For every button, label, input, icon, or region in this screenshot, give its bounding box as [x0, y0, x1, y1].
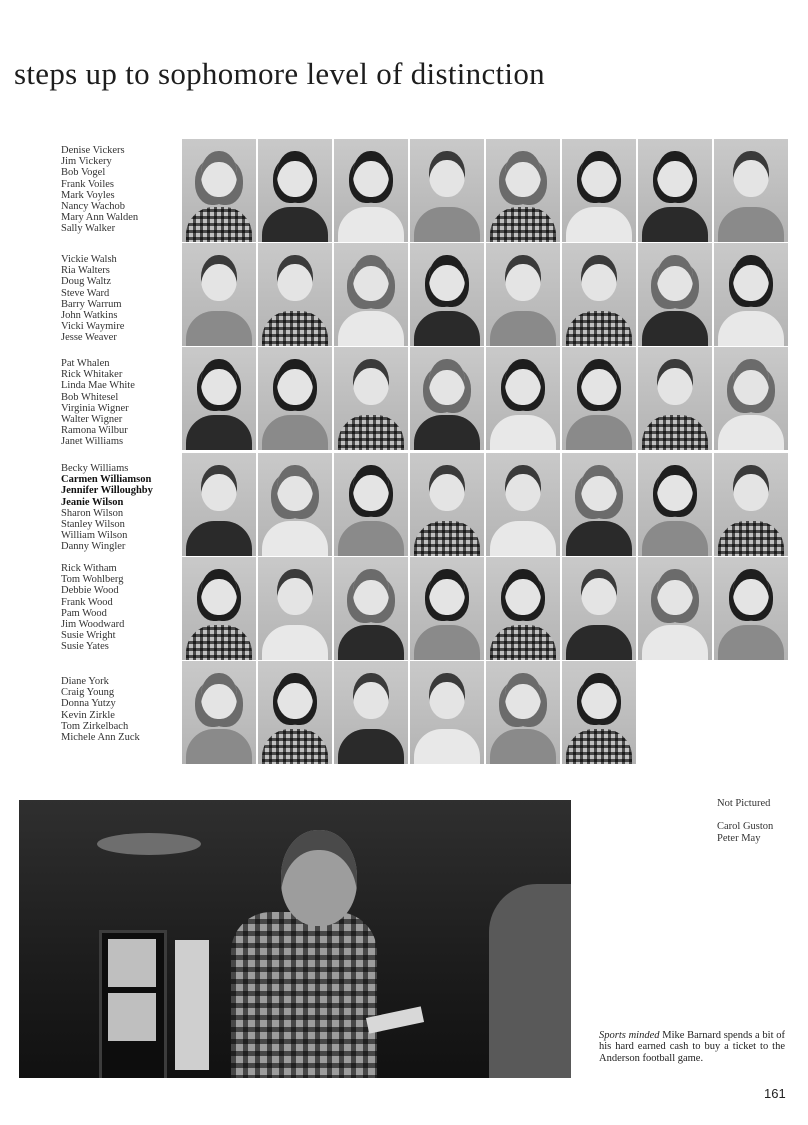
student-portrait — [562, 243, 636, 346]
portrait-face — [429, 569, 465, 615]
student-name: Mark Voyles — [61, 189, 115, 201]
portrait-face — [657, 255, 693, 301]
portrait-face — [733, 359, 769, 405]
student-name: John Watkins — [61, 310, 118, 322]
portrait-shoulders — [262, 521, 328, 556]
student-portrait — [486, 243, 560, 346]
student-name: Michele Ann Zuck — [61, 732, 140, 744]
portrait-face — [277, 465, 313, 511]
photo-caption — [599, 1030, 785, 1064]
portrait-face — [657, 151, 693, 197]
student-portrait — [410, 661, 484, 764]
caption-lead: Sports minded — [599, 1030, 660, 1041]
portrait-shoulders — [414, 311, 480, 346]
student-name: Ria Walters — [61, 265, 110, 277]
student-portrait — [486, 557, 560, 660]
portrait-face — [429, 465, 465, 511]
portrait-shoulders — [718, 625, 784, 660]
student-name: Doug Waltz — [61, 276, 111, 288]
portrait-shoulders — [490, 207, 556, 242]
portrait-face — [353, 151, 389, 197]
name-list-row-6 — [61, 676, 140, 743]
portrait-shoulders — [642, 415, 708, 450]
student-name: Rick Whitaker — [61, 369, 123, 381]
portrait-face — [277, 569, 313, 615]
portrait-face — [733, 569, 769, 615]
portrait-shoulders — [490, 415, 556, 450]
portrait-face — [657, 465, 693, 511]
portrait-shoulders — [718, 521, 784, 556]
name-list-row-4 — [61, 463, 153, 553]
portrait-shoulders — [338, 625, 404, 660]
portrait-shoulders — [414, 415, 480, 450]
student-portrait — [638, 347, 712, 450]
portrait-shoulders — [642, 207, 708, 242]
portrait-shoulders — [262, 625, 328, 660]
portrait-face — [201, 569, 237, 615]
portrait-shoulders — [490, 729, 556, 764]
student-name: Jennifer Willoughby — [61, 485, 153, 497]
student-portrait — [410, 243, 484, 346]
student-name: Barry Warrum — [61, 298, 122, 310]
portrait-shoulders — [718, 415, 784, 450]
portrait-shoulders — [566, 625, 632, 660]
student-name: Frank Wood — [61, 596, 113, 608]
student-name: Bob Vogel — [61, 167, 106, 179]
student-name: Jim Woodward — [61, 619, 125, 631]
portrait-shoulders — [566, 729, 632, 764]
portrait-shoulders — [566, 521, 632, 556]
portrait-face — [277, 255, 313, 301]
portrait-shoulders — [262, 311, 328, 346]
portrait-shoulders — [490, 625, 556, 660]
student-name: Jeanie Wilson — [61, 496, 124, 508]
student-name: William Wilson — [61, 530, 128, 542]
portrait-shoulders — [718, 207, 784, 242]
background-figure — [489, 884, 571, 1078]
student-name: Janet Williams — [61, 436, 124, 448]
student-portrait — [638, 453, 712, 556]
student-portrait — [182, 557, 256, 660]
student-name: Debbie Wood — [61, 585, 119, 597]
student-name: Stanley Wilson — [61, 519, 125, 531]
student-portrait — [714, 453, 788, 556]
candid-photo — [19, 800, 571, 1078]
portrait-face — [505, 673, 541, 719]
student-portrait — [638, 243, 712, 346]
student-name: Jim Vickery — [61, 156, 112, 168]
student-portrait — [486, 139, 560, 242]
student-name: Denise Vickers — [61, 145, 125, 156]
student-portrait — [334, 139, 408, 242]
student-portrait — [714, 243, 788, 346]
ceiling-lamp — [97, 833, 201, 855]
student-name: Tom Zirkelbach — [61, 720, 129, 732]
portrait-shoulders — [718, 311, 784, 346]
student-portrait — [486, 347, 560, 450]
portrait-face — [733, 255, 769, 301]
portrait-face — [201, 465, 237, 511]
portrait-shoulders — [566, 207, 632, 242]
name-list-row-2 — [61, 254, 124, 344]
student-name: Tom Wohlberg — [61, 574, 124, 586]
student-portrait — [410, 139, 484, 242]
portrait-face — [581, 255, 617, 301]
portrait-shoulders — [262, 729, 328, 764]
student-portrait — [258, 557, 332, 660]
caption-text: Mike Barnard spends a bit of his hard earned cash to buy a ticket to the Anderson football game. — [599, 1030, 786, 1064]
student-portrait — [182, 347, 256, 450]
portrait-face — [277, 359, 313, 405]
portrait-face — [353, 359, 389, 405]
portrait-shoulders — [186, 729, 252, 764]
portrait-face — [277, 151, 313, 197]
portrait-shoulders — [338, 311, 404, 346]
portrait-face — [429, 673, 465, 719]
portrait-face — [505, 359, 541, 405]
portrait-face — [581, 359, 617, 405]
portrait-face — [201, 673, 237, 719]
portrait-face — [505, 151, 541, 197]
student-portrait — [334, 661, 408, 764]
student-portrait — [182, 139, 256, 242]
student-name: Bob Whitesel — [61, 391, 119, 403]
portrait-shoulders — [566, 415, 632, 450]
door-pane — [108, 939, 156, 987]
not-pictured-name: Carol Guston — [717, 821, 774, 832]
student-portrait — [562, 453, 636, 556]
portrait-face — [353, 673, 389, 719]
student-portrait — [258, 139, 332, 242]
student-portrait — [486, 453, 560, 556]
portrait-shoulders — [262, 207, 328, 242]
portrait-face — [581, 151, 617, 197]
portrait-shoulders — [566, 311, 632, 346]
student-name: Becky Williams — [61, 463, 129, 474]
student-portrait — [486, 661, 560, 764]
student-portrait — [258, 347, 332, 450]
boy-head — [281, 830, 357, 926]
student-portrait — [410, 453, 484, 556]
portrait-face — [201, 359, 237, 405]
student-portrait — [258, 661, 332, 764]
not-pictured-name: Peter May — [717, 833, 761, 844]
portrait-shoulders — [338, 207, 404, 242]
student-name: Linda Mae White — [61, 380, 135, 392]
portrait-face — [201, 255, 237, 301]
portrait-face — [581, 465, 617, 511]
not-pictured-block — [717, 798, 773, 845]
student-name: Danny Wingler — [61, 541, 126, 553]
student-name: Steve Ward — [61, 287, 110, 299]
portrait-shoulders — [642, 311, 708, 346]
student-name: Mary Ann Walden — [61, 212, 139, 224]
student-name: Walter Wigner — [61, 414, 123, 426]
portrait-shoulders — [186, 207, 252, 242]
portrait-shoulders — [642, 625, 708, 660]
portrait-shoulders — [490, 521, 556, 556]
student-name: Pat Whalen — [61, 358, 110, 369]
portrait-face — [581, 673, 617, 719]
portrait-face — [429, 359, 465, 405]
portrait-face — [429, 151, 465, 197]
portrait-face — [353, 569, 389, 615]
portrait-face — [353, 465, 389, 511]
student-name: Jesse Weaver — [61, 332, 117, 344]
student-name: Donna Yutzy — [61, 698, 116, 710]
portrait-face — [505, 255, 541, 301]
student-name: Rick Witham — [61, 563, 117, 574]
student-portrait — [334, 243, 408, 346]
student-portrait — [638, 139, 712, 242]
student-portrait — [562, 661, 636, 764]
student-portrait — [410, 557, 484, 660]
student-name: Nancy Wachob — [61, 201, 125, 213]
student-name: Sharon Wilson — [61, 507, 124, 519]
portrait-face — [505, 465, 541, 511]
name-list-row-5 — [61, 563, 124, 653]
student-name: Susie Wright — [61, 630, 116, 642]
student-portrait — [638, 557, 712, 660]
portrait-shoulders — [338, 729, 404, 764]
student-portrait — [562, 557, 636, 660]
student-portrait — [258, 243, 332, 346]
portrait-face — [429, 255, 465, 301]
student-portrait — [714, 557, 788, 660]
portrait-shoulders — [186, 625, 252, 660]
student-name: Sally Walker — [61, 223, 116, 235]
portrait-face — [581, 569, 617, 615]
portrait-face — [505, 569, 541, 615]
portrait-face — [201, 151, 237, 197]
portrait-shoulders — [490, 311, 556, 346]
student-name: Diane York — [61, 676, 109, 687]
student-portrait — [562, 347, 636, 450]
portrait-face — [733, 151, 769, 197]
student-portrait — [562, 139, 636, 242]
name-list-row-3 — [61, 358, 135, 448]
student-name: Virginia Wigner — [61, 402, 129, 414]
student-name: Kevin Zirkle — [61, 709, 115, 721]
page-number: 161 — [764, 1086, 786, 1101]
glass-door — [99, 930, 167, 1078]
student-portrait — [714, 139, 788, 242]
portrait-shoulders — [338, 415, 404, 450]
page-headline: steps up to sophomore level of distinction — [14, 56, 545, 91]
student-name: Frank Voiles — [61, 178, 114, 190]
portrait-shoulders — [642, 521, 708, 556]
student-portrait — [334, 347, 408, 450]
portrait-shoulders — [414, 521, 480, 556]
portrait-shoulders — [186, 311, 252, 346]
not-pictured-title: Not Pictured — [717, 798, 771, 809]
student-name: Pam Wood — [61, 607, 107, 619]
student-name: Vicki Waymire — [61, 321, 125, 333]
student-portrait — [182, 661, 256, 764]
student-portrait — [258, 453, 332, 556]
name-list-row-1 — [61, 145, 138, 235]
student-name: Craig Young — [61, 687, 115, 699]
student-portrait — [410, 347, 484, 450]
student-name: Carmen Williamson — [61, 474, 152, 486]
hall-window — [175, 940, 209, 1070]
boy-figure — [231, 912, 377, 1078]
portrait-shoulders — [186, 521, 252, 556]
door-pane — [108, 993, 156, 1041]
portrait-shoulders — [414, 207, 480, 242]
student-portrait — [334, 453, 408, 556]
portrait-face — [277, 673, 313, 719]
portrait-face — [733, 465, 769, 511]
student-name: Ramona Wilbur — [61, 425, 128, 437]
portrait-shoulders — [262, 415, 328, 450]
portrait-face — [657, 359, 693, 405]
portrait-shoulders — [338, 521, 404, 556]
student-portrait — [182, 453, 256, 556]
portrait-shoulders — [414, 625, 480, 660]
student-portrait — [334, 557, 408, 660]
student-name: Susie Yates — [61, 641, 109, 653]
student-name: Vickie Walsh — [61, 254, 117, 265]
portrait-shoulders — [186, 415, 252, 450]
student-portrait — [714, 347, 788, 450]
portrait-face — [353, 255, 389, 301]
portrait-face — [657, 569, 693, 615]
portrait-shoulders — [414, 729, 480, 764]
student-portrait — [182, 243, 256, 346]
